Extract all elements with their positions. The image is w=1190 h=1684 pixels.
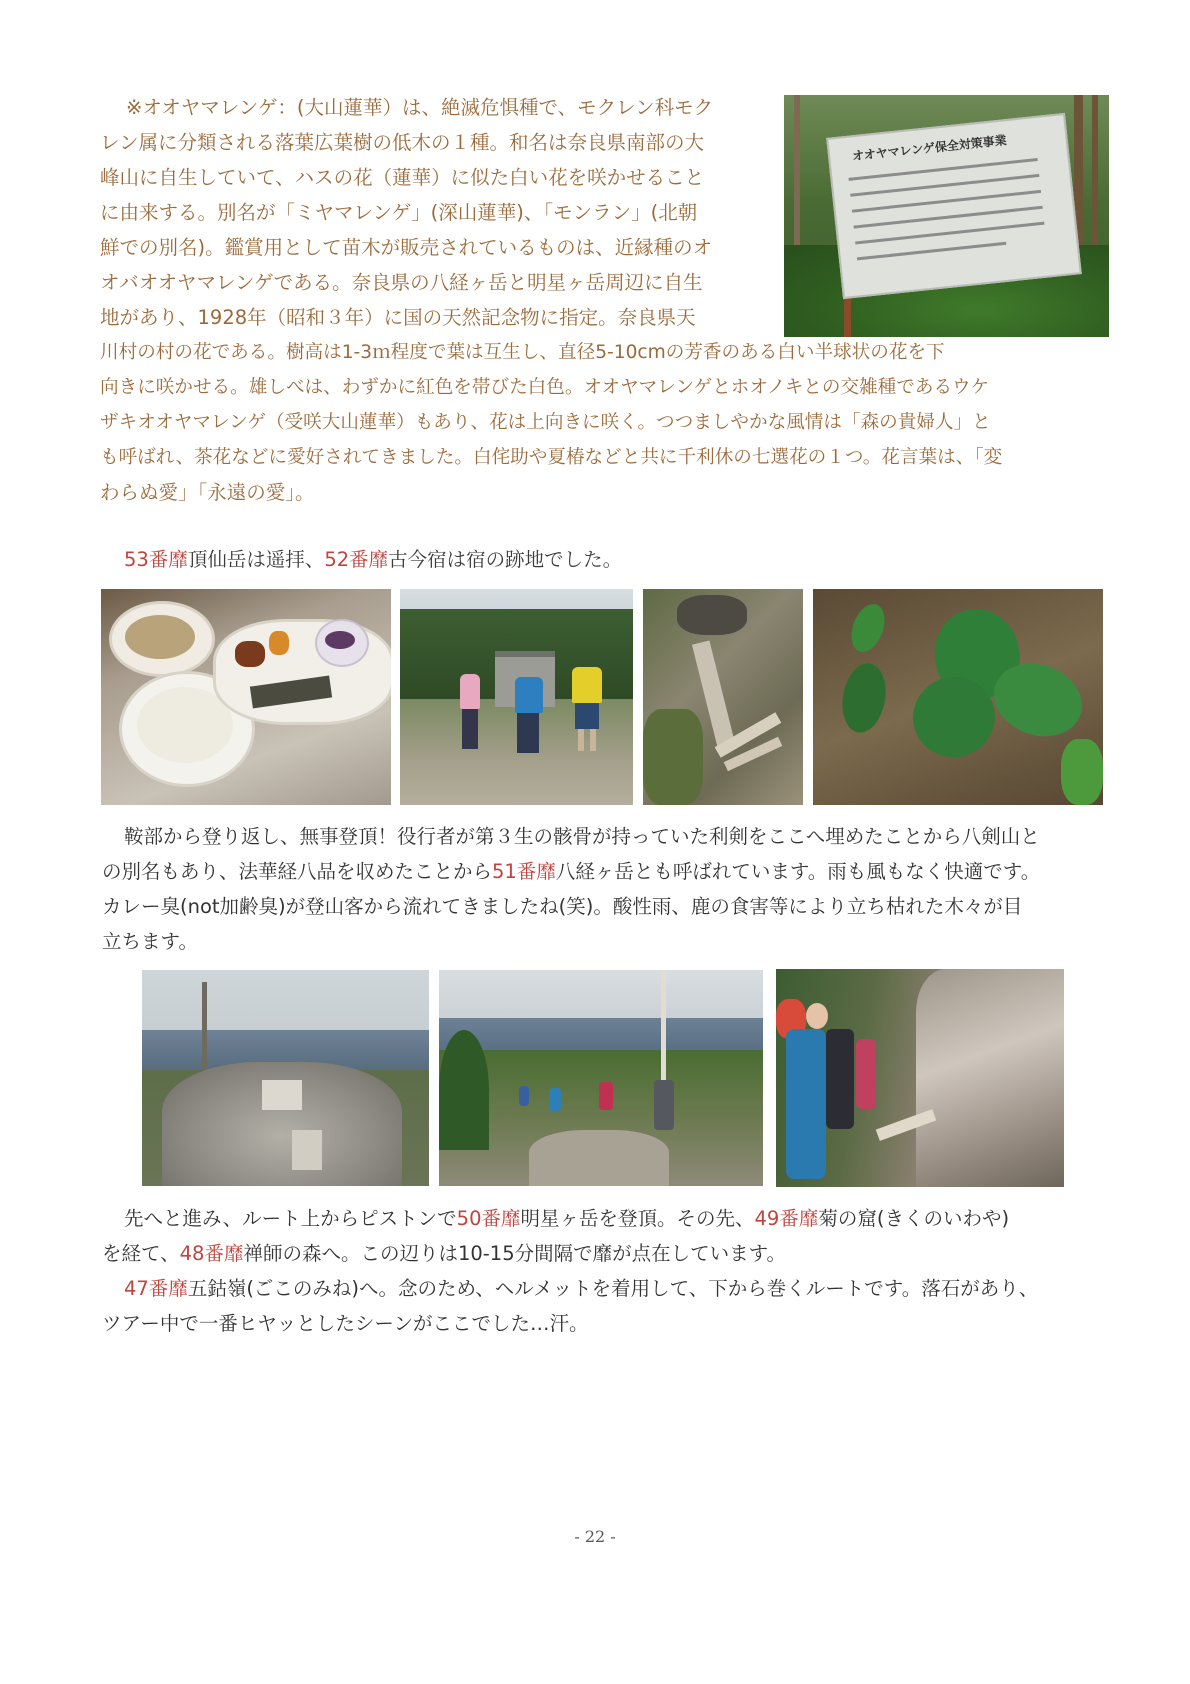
note-line: オバオオヤマレンゲである。奈良県の八経ヶ岳と明星ヶ岳周辺に自生 (100, 271, 703, 294)
shrine-hikers-photo (400, 589, 633, 805)
note-line: ザキオオヤマレンゲ（受咲大山蓮華）もあり、花は上向きに咲く。つつましやかな風情は「森の貴婦人」と (100, 412, 991, 433)
ridge-hikers-photo (439, 970, 763, 1186)
summit-paragraph: 鞍部から登り返し、無事登頂！役行者が第３生の骸骨が持っていた利剣をここへ埋めたことから八剣山と の別名もあり、法華経八品を収めたことから51番靡八経ヶ岳とも呼ばれています。雨も風もなく快適です。 カレー臭(not加齢臭)が登山客から流れてきましたね(笑)。酸性雨、鹿の食害等により立ち枯れた木々が目 立ちます。 (102, 825, 1041, 953)
note-line: 向きに咲かせる。雄しべは、わずかに紅色を帯びた白色。オオヤマレンゲとホオノキとの交雑種であるウケ (100, 377, 990, 398)
page-number: - 22 - (574, 1527, 616, 1546)
note-line: に由来する。別名が「ミヤマレンゲ」(深山蓮華)、「モンラン」(北朝 (100, 201, 698, 224)
rock-trail-photo (776, 969, 1064, 1187)
sign-title: オオヤマレンゲ保全対策事業 (851, 133, 1008, 164)
note-line: 鮮での別名)。鑑賞用として苗木が販売されているものは、近縁種のオ (100, 236, 713, 259)
note-line: レン属に分類される落葉広葉樹の低木の１種。和名は奈良県南部の大 (100, 131, 705, 154)
note-line: わらぬ愛」「永遠の愛」。 (100, 481, 315, 504)
note-line: 川村の村の花である。樹高は1-3ｍ程度で葉は互生し、直径5-10cmの芳香のある白い半球状の花を下 (100, 342, 945, 363)
note-line: ※オオヤマレンゲ：(大山蓮華）は、絶滅危惧種で、モクレン科モク (126, 96, 714, 119)
wooden-marker-photo (643, 589, 803, 805)
note-line: も呼ばれ、茶花などに愛好されてきました。白侘助や夏椿などと共に千利休の七選花の１つ。花言葉は、「変 (100, 447, 1003, 468)
note-line: 峰山に自生していて、ハスの花（蓮華）に似た白い花を咲かせること (100, 166, 705, 189)
note-line: 地があり、1928年（昭和３年）に国の天然記念物に指定。奈良県天 (100, 306, 696, 329)
plant-leaves-photo (813, 589, 1103, 805)
meal-tray-photo (101, 589, 391, 805)
summit-rocks-photo (142, 970, 429, 1186)
caption-53-52: 53番靡頂仙岳は遥拝、52番靡古今宿は宿の跡地でした。 (124, 548, 623, 571)
conservation-sign-photo (784, 95, 1109, 337)
route-paragraph: 先へと進み、ルート上からピストンで50番靡明星ヶ岳を登頂。その先、49番靡菊の窟(きくのいわや) を経て、48番靡禅師の森へ。この辺りは10-15分間隔で靡が点在しています。 47番靡五鈷嶺(ごこのみね)へ。念のため、ヘルメットを着用して、下から巻くルートです。落石があり、 ツアー中で一番ヒヤッとしたシーンがここでした…汗。 (102, 1207, 1039, 1335)
